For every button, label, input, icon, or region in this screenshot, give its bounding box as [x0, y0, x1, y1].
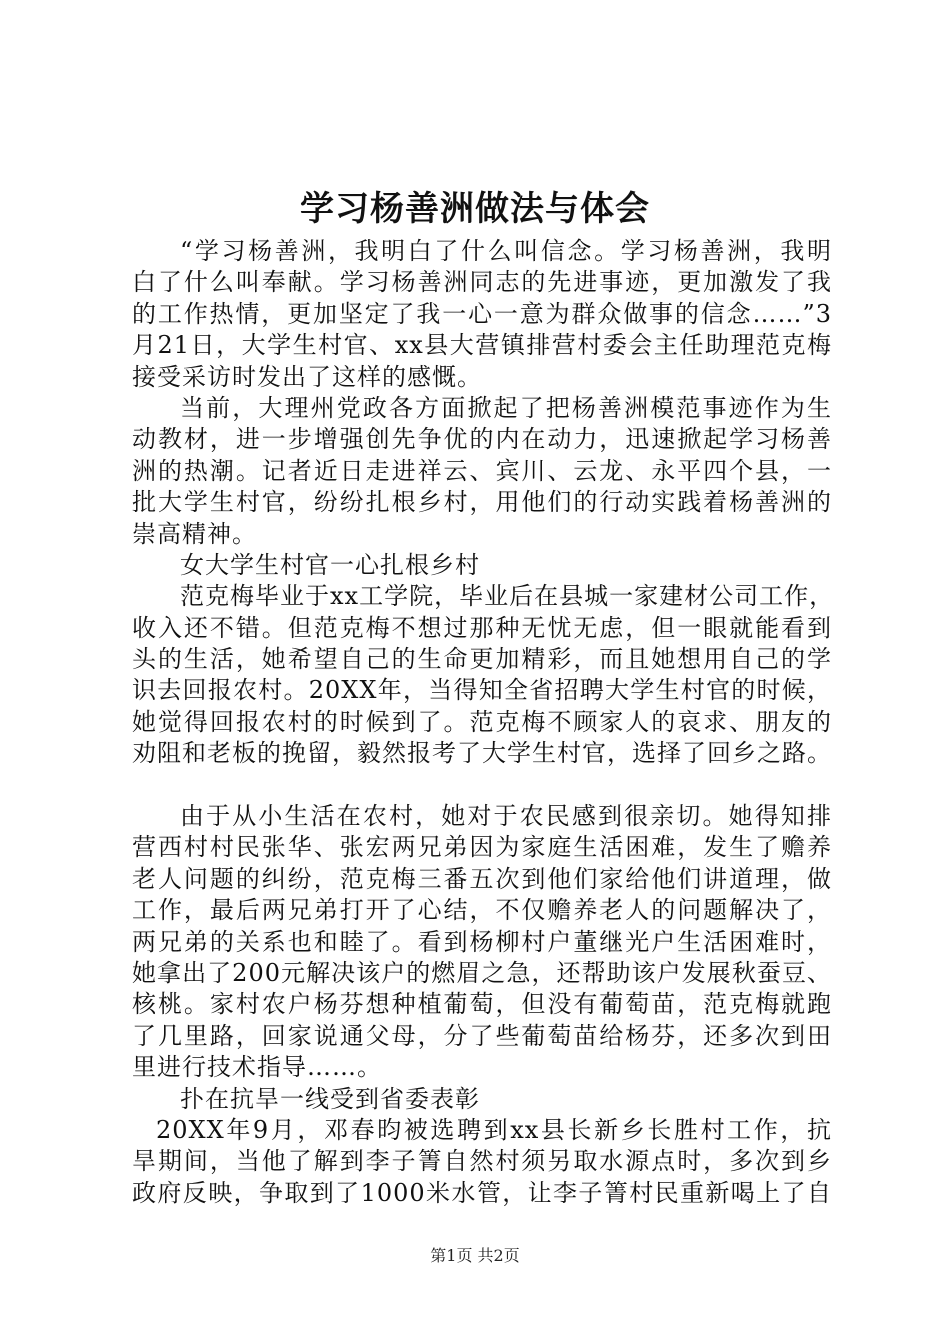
- paragraph-line: “学习杨善洲，我明白了什么叫信念。学习杨善洲，我明: [180, 237, 832, 265]
- paragraph-line: 核桃。家村农户杨芬想种植葡萄，但没有葡萄苗，范克梅就跑: [132, 990, 832, 1019]
- paragraph-line: 动教材，进一步增强创先争优的内在动力，迅速掀起学习杨善: [132, 425, 832, 454]
- paragraph-line: 崇高精神。: [132, 519, 257, 548]
- paragraph-line: 劝阻和老板的挽留，毅然报考了大学生村官，选择了回乡之路。: [132, 739, 832, 768]
- paragraph-line: 她拿出了200元解决该户的燃眉之急，还帮助该户发展秋蚕豆、: [132, 958, 832, 987]
- paragraph-line: 工作，最后两兄弟打开了心结，不仅赡养老人的问题解决了，: [132, 896, 832, 925]
- section-heading: 扑在抗旱一线受到省委表彰: [180, 1084, 480, 1113]
- paragraph-line: 接受采访时发出了这样的感慨。: [132, 362, 482, 391]
- paragraph-line: 头的生活，她希望自己的生命更加精彩，而且她想用自己的学: [132, 645, 832, 674]
- paragraph-line: 她觉得回报农村的时候到了。范克梅不顾家人的哀求、朋友的: [132, 707, 832, 736]
- paragraph-line: 收入还不错。但范克梅不想过那种无忧无虑，但一眼就能看到: [132, 613, 832, 642]
- paragraph-line: 洲的热潮。记者近日走进祥云、宾川、云龙、永平四个县，一: [132, 456, 832, 485]
- paragraph-line: 当前，大理州党政各方面掀起了把杨善洲模范事迹作为生: [180, 393, 832, 422]
- paragraph-line: 营西村村民张华、张宏两兄弟因为家庭生活困难，发生了赡养: [132, 833, 832, 862]
- document-title: 学习杨善洲做法与体会: [300, 189, 650, 229]
- paragraph-line: 批大学生村官，纷纷扎根乡村，用他们的行动实践着杨善洲的: [132, 488, 832, 517]
- paragraph-line: 由于从小生活在农村，她对于农民感到很亲切。她得知排: [180, 802, 832, 831]
- section-heading: 女大学生村官一心扎根乡村: [180, 550, 480, 579]
- paragraph-line: 范克梅毕业于xx工学院，毕业后在县城一家建材公司工作，: [180, 582, 835, 611]
- paragraph-line: 旱期间，当他了解到李子箐自然村须另取水源点时，多次到乡: [132, 1147, 832, 1176]
- paragraph-line: 老人问题的纠纷，范克梅三番五次到他们家给他们讲道理，做: [132, 864, 832, 893]
- paragraph-line: 里进行技术指导……。: [132, 1053, 382, 1082]
- paragraph-line: 月21日，大学生村官、xx县大营镇排营村委会主任助理范克梅: [132, 331, 832, 360]
- paragraph-line: 了几里路，回家说通父母，分了些葡萄苗给杨芬，还多次到田: [132, 1021, 832, 1050]
- paragraph-line: 白了什么叫奉献。学习杨善洲同志的先进事迹，更加激发了我: [132, 268, 832, 297]
- paragraph-line: 识去回报农村。20XX年，当得知全省招聘大学生村官的时候，: [132, 676, 832, 705]
- paragraph-line: 政府反映，争取到了1000米水管，让李子箐村民重新喝上了自: [132, 1178, 832, 1207]
- paragraph-line: 20XX年9月，邓春昀被选聘到xx县长新乡长胜村工作，抗: [156, 1115, 832, 1144]
- page-footer: 第1页 共2页: [430, 1246, 520, 1265]
- paragraph-line: 两兄弟的关系也和睦了。看到杨柳村户董继光户生活困难时，: [132, 927, 832, 956]
- document-body: [132, 236, 835, 1209]
- paragraph-line: 的工作热情，更加坚定了我一心一意为群众做事的信念……”3: [132, 299, 832, 328]
- blank-line: [132, 770, 832, 801]
